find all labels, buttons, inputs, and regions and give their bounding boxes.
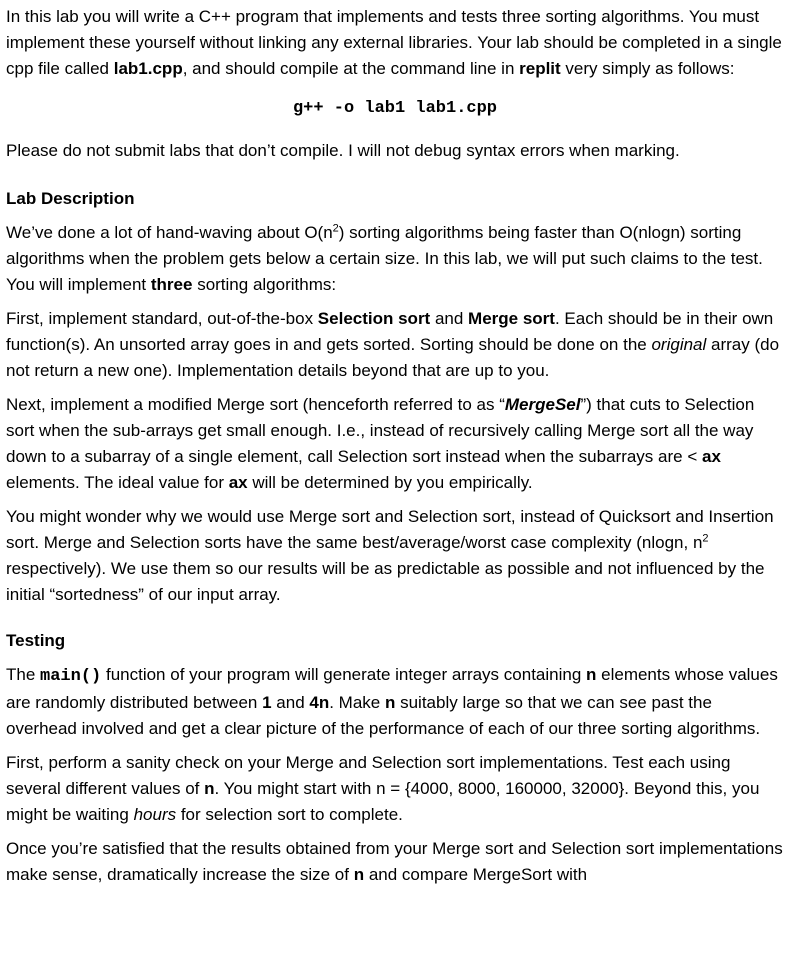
lab-description-heading: Lab Description: [6, 189, 135, 208]
testing-paragraph-3: Once you’re satisfied that the results obtained from your Merge sort and Selection sort implementations make sense, dramatically increase the size of n and compare MergeSort with: [6, 839, 783, 884]
main-function-code: main(): [40, 667, 102, 686]
no-compile-notice: Please do not submit labs that don’t compile. I will not debug syntax errors when marking.: [6, 141, 680, 160]
lab-description-paragraph-3: Next, implement a modified Merge sort (henceforth referred to as “MergeSel”) that cuts to Selection sort when the sub-arrays get small enough. I.e., instead of recursively calling Merge sort all the way down to a subarray of a single element, call Selection sort instead when the subarrays are < ax elements. The ideal value for ax will be determined by you empirically.: [6, 395, 755, 492]
lab-description-paragraph-1: We’ve done a lot of hand-waving about $O(n^2)$ sorting algorithms being faster than O(nlogn) sorting algorithms when the problem gets below a certain size. In this lab, we will put such claims to the test. You will implement three sorting algorithms:: [6, 222, 763, 294]
testing-paragraph-1: The main() function of your program will generate integer arrays containing n elements whose values are randomly distributed between 1 and 4n. Make n suitably large so that we can see past the overhead involved and get a clear picture of the performance of each of our three sorting algorithms.: [6, 665, 778, 738]
testing-paragraph-2: First, perform a sanity check on your Merge and Selection sort implementations. Test each using several different values of n. You might start with n = {4000, 8000, 160000, 32000}. Beyond this, you might be waiting hours for selection sort to complete.: [6, 753, 760, 824]
testing-heading: Testing: [6, 631, 66, 650]
compile-command: g++ -o lab1 lab1.cpp: [292, 99, 498, 118]
intro-paragraph: In this lab you will write a C++ program that implements and tests three sorting algorithms. You must implement these yourself without linking any external libraries. Your lab should be completed in a single cpp file called lab1.cpp, and should compile at the command line in replit very simply as follows:: [6, 7, 782, 78]
filename-lab1cpp: lab1.cpp: [113, 59, 183, 78]
lab-description-paragraph-4: You might wonder why we would use Merge sort and Selection sort, instead of Quicksort and Insertion sort. Merge and Selection sorts have the same best/average/worst case complexity (nlogn, $n^2$ respectively). We use them so our results will be as predictable as possible and not influenced by the initial “sortedness” of our input array.: [6, 507, 774, 604]
lab-description-paragraph-2: First, implement standard, out-of-the-box Selection sort and Merge sort. Each should be in their own function(s). An unsorted array goes in and gets sorted. Sorting should be done on the original array (do not return a new one). Implementation details beyond that are up to you.: [6, 309, 780, 380]
replit-term: replit: [519, 59, 561, 78]
